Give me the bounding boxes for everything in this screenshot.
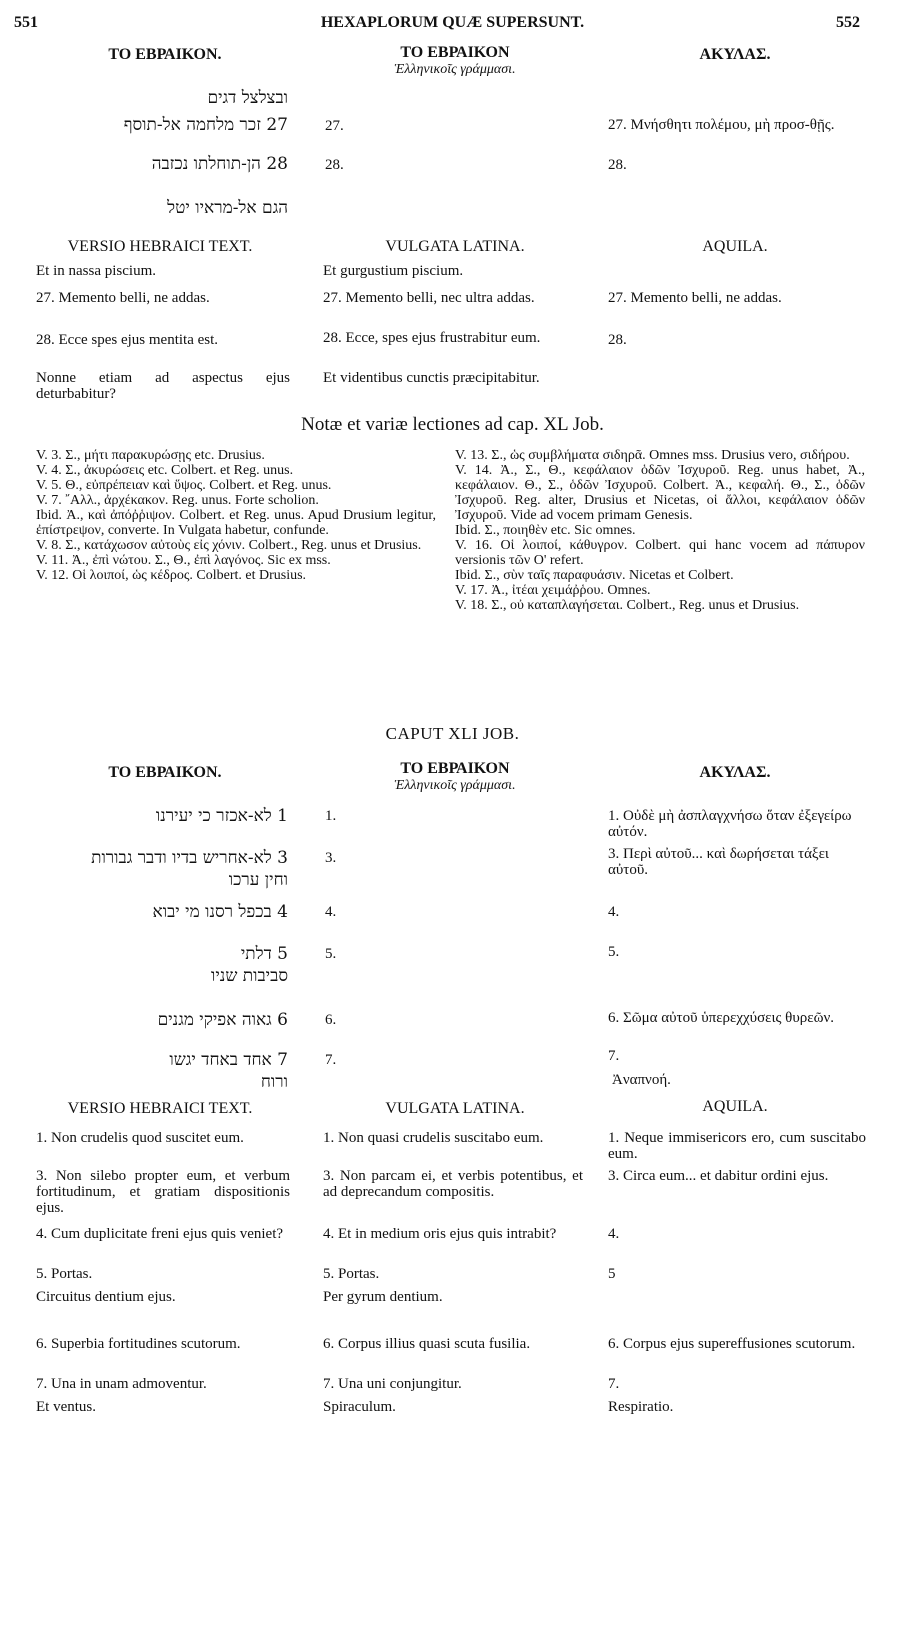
note-entry: V. 12. Οἱ λοιποί, ὡς κέδρος. Colbert. et Drusius.: [36, 568, 307, 583]
vulgata-line: 5. Portas.: [323, 1266, 380, 1282]
verse-number: 3.: [325, 850, 337, 866]
verse-number: 27.: [325, 118, 344, 134]
note-entry: V. 13. Σ., ὡς συμβλήματα σιδηρᾶ. Omnes mss. Drusius vero, σιδήρου.: [455, 448, 850, 463]
versio-line: 28. Ecce spes ejus mentita est.: [36, 332, 219, 348]
col-hebrew-title: ΤΟ ΕΒΡΑΙΚΟΝ.: [108, 764, 222, 781]
page-number-right: 552: [836, 14, 860, 31]
hebrew-line: 28 הן-תוחלתו נכזבה: [151, 154, 288, 174]
aquila-greek: Ἀναπνοή.: [612, 1072, 671, 1088]
hebrew-line: 3 לא-אחריש בדיו ודבר גבורות: [91, 848, 288, 868]
note-entry: V. 16. Οἱ λοιποί, κάθυγρον. Colbert. qui hanc vocem ad πάπυρον versionis τῶν Ο' refert.: [455, 538, 865, 568]
aquila-latin-line: 6. Corpus ejus supereffusiones scutorum.: [608, 1336, 856, 1352]
versio-line: Circuitus dentium ejus.: [36, 1289, 176, 1305]
verse-number: 4.: [325, 904, 337, 920]
vulgata-line: 4. Et in medium oris ejus quis intrabit?: [323, 1226, 557, 1242]
note-entry: Ibid. Σ., ποιηθὲν etc. Sic omnes.: [455, 523, 636, 538]
col-transliterated-title: ΤΟ ΕΒΡΑΙΚΟΝ: [400, 44, 510, 61]
versio-line: 27. Memento belli, ne addas.: [36, 290, 210, 306]
versio-line: Et ventus.: [36, 1399, 96, 1415]
aquila-greek: 6. Σῶμα αὐτοῦ ὑπερεχχύσεις θυρεῶν.: [608, 1010, 834, 1026]
vulgata-line: Spiraculum.: [323, 1399, 396, 1415]
hebrew-line: 7 אחד באחד יגשו: [169, 1050, 288, 1070]
versio-line: 5. Portas.: [36, 1266, 93, 1282]
hebrew-line: ורוח: [260, 1072, 288, 1092]
aquila-latin-line: 3. Circa eum... et dabitur ordini ejus.: [608, 1168, 829, 1184]
hebrew-line: 6 גאוה אפיקי מגנים: [157, 1010, 288, 1030]
verse-number: 7.: [325, 1052, 337, 1068]
col-hebrew-title: ΤΟ ΕΒΡΑΙΚΟΝ.: [108, 46, 222, 63]
hebrew-line: ובצלצל דגים: [207, 88, 288, 108]
col-aquila-title: ΑΚΥΛΑΣ.: [699, 764, 771, 781]
aquila-latin-line: 4.: [608, 1226, 620, 1242]
vulgata-title: VULGATA LATINA.: [385, 238, 525, 255]
note-entry: V. 14. Ἀ., Σ., Θ., κεφάλαιον ὁδῶν Ἰσχυροῦ. Reg. unus habet, Ἀ., κεφάλαιον. Θ., Σ., ὁδῶν Ἰσχυροῦ. Colbert. Ἀ., κεφαλή. Θ., Σ., ὁδῶν Ἰσχυροῦ. Reg. alter, Drusius et Nicetas, οἱ ἄλλοι, κεφάλαιον ὁδῶν Ἰσχυροῦ. Vide ad vocem primam Genesis.: [455, 463, 865, 523]
hebrew-line: 5 דלתי: [240, 944, 288, 964]
aquila-greek: 4.: [608, 904, 620, 920]
notes-left-column: [36, 448, 436, 583]
versio-line: 3. Non silebo propter eum, et verbum fortitudinum, et gratiam dispositionis ejus.: [36, 1168, 290, 1216]
page-number-left: 551: [14, 14, 38, 31]
aquila-latin-line: 1. Neque immisericors ero, cum suscitabo eum.: [608, 1130, 866, 1162]
aquila-latin-line: 28.: [608, 332, 627, 348]
versio-line: 7. Una in unam admoventur.: [36, 1376, 207, 1392]
vulgata-line: Et videntibus cunctis præcipitabitur.: [323, 370, 540, 386]
versio-title: VERSIO HEBRAICI TEXT.: [67, 238, 253, 255]
versio-line: 4. Cum duplicitate freni ejus quis veniet?: [36, 1226, 284, 1242]
aquila-latin-line: 5: [608, 1266, 616, 1282]
hebrew-line: הגם אל-מראיו יטל: [167, 198, 288, 218]
vulgata-line: 1. Non quasi crudelis suscitabo eum.: [323, 1130, 544, 1146]
col-transliterated-subtitle: Ἑλληνικοῖς γράμμασι.: [394, 62, 516, 77]
aquila-greek: 1. Οὐδὲ μὴ ἀσπλαγχνήσω ὅταν ἐξεγείρω αὐτόν.: [608, 808, 852, 840]
verse-number: 6.: [325, 1012, 337, 1028]
aquila-latin-title: AQUILA.: [702, 238, 768, 255]
vulgata-line: 6. Corpus illius quasi scuta fusilia.: [323, 1336, 531, 1352]
vulgata-line: 3. Non parcam ei, et verbis potentibus, et ad deprecandum compositis.: [323, 1168, 583, 1200]
aquila-greek: 3. Περὶ αὐτοῦ... καὶ δωρήσεται τάξει αὐτοῦ.: [608, 846, 829, 878]
note-entry: V. 11. Ἀ., ἐπὶ νώτου. Σ., Θ., ἐπὶ λαγόνος. Sic ex mss.: [36, 553, 331, 568]
notes-title: Notæ et variæ lectiones ad cap. XL Job.: [301, 414, 604, 435]
note-entry: V. 17. Ἀ., ἰτέαι χειμάῤῥου. Omnes.: [455, 583, 651, 598]
vulgata-line: 27. Memento belli, nec ultra addas.: [323, 290, 535, 306]
note-entry: Ibid. Ἀ., καὶ ἀπόῤῥιψον. Colbert. et Reg. unus. Apud Drusium legitur, ἐπίστρεψον, converte. In Vulgata habetur, confunde.: [36, 508, 436, 538]
aquila-greek: 28.: [608, 157, 627, 173]
versio-title: VERSIO HEBRAICI TEXT.: [67, 1100, 253, 1117]
aquila-latin-line: 7.: [608, 1376, 620, 1392]
chapter-heading: CAPUT XLI JOB.: [385, 724, 520, 743]
aquila-greek: 27. Μνήσθητι πολέμου, μὴ προσ-θῇς.: [608, 117, 835, 133]
versio-line: 6. Superbia fortitudines scutorum.: [36, 1336, 241, 1352]
running-title: HEXAPLORUM QUÆ SUPERSUNT.: [320, 14, 585, 31]
hebrew-line: וחין ערכו: [228, 870, 288, 890]
versio-line: Nonne etiam ad aspectus ejus deturbabitur?: [36, 370, 290, 402]
vulgata-title: VULGATA LATINA.: [385, 1100, 525, 1117]
verse-number: 1.: [325, 808, 337, 824]
note-entry: V. 5. Θ., εὐπρέπειαν καὶ ὕψος. Colbert. et Reg. unus.: [36, 478, 332, 493]
versio-line: Et in nassa piscium.: [36, 263, 156, 279]
hebrew-line: 27 זכר מלחמה אל-תוסף: [123, 115, 288, 135]
note-entry: Ibid. Σ., σὺν ταῖς παραφυάσιν. Nicetas et Colbert.: [455, 568, 734, 583]
hebrew-line: 1 לא-אכזר כי יעירנו: [155, 806, 288, 826]
hebrew-line: 4 בכפל רסנו מי יבוא: [152, 902, 288, 922]
verse-number: 5.: [325, 946, 337, 962]
aquila-greek: 5.: [608, 944, 620, 960]
vulgata-line: 7. Una uni conjungitur.: [323, 1376, 462, 1392]
aquila-greek: 7.: [608, 1048, 620, 1064]
aquila-latin-line: 27. Memento belli, ne addas.: [608, 290, 782, 306]
note-entry: V. 8. Σ., κατάχωσον αὐτοὺς εἰς χόνιν. Colbert., Reg. unus et Drusius.: [36, 538, 422, 553]
versio-line: 1. Non crudelis quod suscitet eum.: [36, 1130, 244, 1146]
col-transliterated-title: ΤΟ ΕΒΡΑΙΚΟΝ: [400, 760, 510, 777]
vulgata-line: Et gurgustium piscium.: [323, 263, 464, 279]
note-entry: V. 4. Σ., ἀκυρώσεις etc. Colbert. et Reg. unus.: [36, 463, 294, 478]
col-aquila-title: ΑΚΥΛΑΣ.: [699, 46, 771, 63]
col-transliterated-subtitle: Ἑλληνικοῖς γράμμασι.: [394, 778, 516, 793]
note-entry: V. 18. Σ., οὐ καταπλαγήσεται. Colbert., Reg. unus et Drusius.: [455, 598, 800, 613]
vulgata-line: 28. Ecce, spes ejus frustrabitur eum.: [323, 330, 541, 346]
notes-right-column: [455, 448, 865, 613]
vulgata-line: Per gyrum dentium.: [323, 1289, 443, 1305]
hebrew-line: סביבות שניו: [210, 966, 288, 986]
verse-number: 28.: [325, 157, 344, 173]
note-entry: V. 7. ῎Αλλ., ἀρχέκακον. Reg. unus. Forte scholion.: [36, 493, 319, 508]
aquila-latin-line: Respiratio.: [608, 1399, 674, 1415]
aquila-latin-title: AQUILA.: [702, 1098, 768, 1115]
note-entry: V. 3. Σ., μήτι παρακυρώσῃς etc. Drusius.: [36, 448, 265, 463]
